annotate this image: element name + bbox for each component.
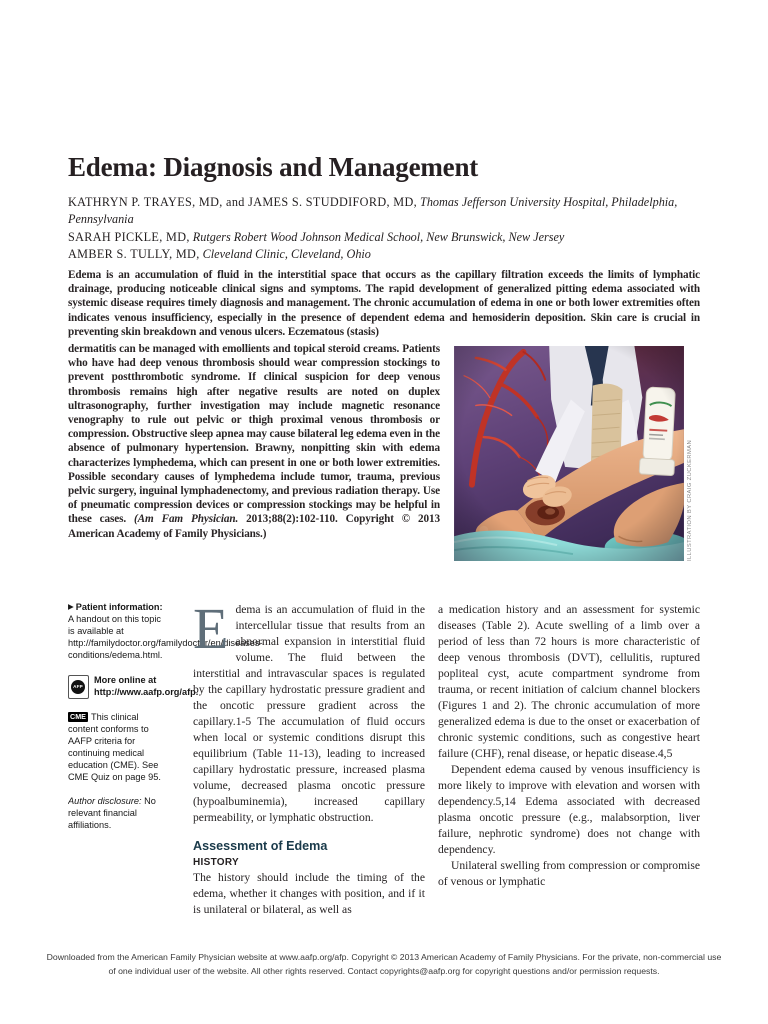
cme-note [68,712,165,784]
patient-information-link[interactable]: http://familydoctor.org/familydoctor/en/diseases-conditions/edema.html. [68,637,263,660]
more-online-text: More online at [94,674,157,685]
author-line [68,229,700,246]
disclosure-label: Author disclosure: [68,796,142,807]
afp-logo-icon [68,675,89,699]
citation-journal: (Am Fam Physician. [134,513,239,526]
author-names: KATHRYN P. TRAYES, MD, and JAMES S. STUDDIFORD, MD, [68,195,417,209]
figure [454,342,700,561]
author-disclosure [68,796,165,832]
more-online-note [68,674,199,699]
disclosure-text: No relevant financial affiliations. [68,796,156,831]
page-title: Edema: Diagnosis and Management [68,152,479,182]
cme-text: This clinical content conforms to AAFP criteria for continuing medical education (CME). See CME Quiz on page 95. [68,711,161,782]
abstract-part2 [68,342,440,561]
more-online-textwrap [94,675,198,699]
abstract [68,268,700,602]
figure-credit: ILLUSTRATION BY CRAIG ZUCKERMAN [687,439,693,562]
author-names: AMBER S. TULLY, MD, [68,246,200,261]
citation-rest: 2013;88(2):102-110. Copyright © 2013 American Academy of Family Physicians.) [68,513,440,540]
section-heading-assessment: Assessment of Edema [193,839,328,853]
patient-information-label: Patient information: [75,602,163,612]
history-paragraph: The history should include the timing of the edema, whether it changes with position, and if it is unilateral or bilateral, as well as [193,871,425,916]
cme-badge-icon: CME [70,711,86,721]
copyright-footer: Downloaded from the American Family Physician website at www.aafp.org/afp. Copyright © 2013 American Academy of Family Physicians. For the private, non-commercial use of one individual user of the website. All other rights reserved. Contact copyrights@aafp.org for copyright questions and/or permission requests. [46,952,722,976]
abstract-figure-row [68,342,700,561]
triangle-bullet-icon: ▶ [68,602,74,611]
patient-information-note [68,602,263,662]
subsection-heading-history: HISTORY [193,857,239,868]
author-affiliation: Thomas Jefferson University Hospital, Philadelphia, Pennsylvania [68,195,678,227]
author-block [68,194,700,263]
author-line [68,246,700,263]
abstract-part2-text: dermatitis can be managed with emollients and topical steroid creams. Patients who have had deep venous thrombosis should wear compression stockings to prevent postthrombotic syndrome. If clinical suspicion for deep venous thrombosis remains high after negative results are noted on duplex ultrasonography, further investigation may include magnetic resonance venography to rule out pelvic or thigh proximal venous thrombosis or compression. Obstructive sleep apnea may cause bilateral leg edema even in the absence of pulmonary hypertension. Brawny, nonpitting skin with edema characterizes lymphedema, which can present in one or both lower extremities. Possible secondary causes of lymphedema include tumor, trauma, previous pelvic surgery, inguinal lymphadenectomy, and previous radiation therapy. Use of pneumatic compression devices or compression stockings may be helpful in these cases. [68,343,440,526]
article-body [68,602,700,948]
afp-logo-monogram: AFP [71,680,85,694]
patient-information-text: A handout on this topic is available at [68,613,161,636]
body-column-1 [193,602,425,948]
col2-paragraph-2: Dependent edema caused by venous insufficiency is more likely to improve with elevation and worsen with dependency.5,14 Edema associated with decreased plasma oncotic pressure (e.g., malabsorption, liver failure, nephrotic syndrome) does not change with dependency. [438,763,700,856]
col2-paragraph-3: Unilateral swelling from compression or compromise of venous or lymphatic [438,859,700,888]
author-line [68,194,700,229]
dropcap: E [193,602,229,661]
intro-text: dema is an accumulation of fluid in the intercellular tissue that results from an abnormal expansion in interstitial fluid volume. The fluid between the interstitial and intravascular spaces is regulated by the capillary hydrostatic pressure gradient and the oncotic pressure gradient across the capillary.1-5 The accumulation of fluid occurs when local or systemic conditions disrupt this equilibrium (Table 11-13), leading to increased capillary hydrostatic pressure, increased plasma volume, decreased plasma oncotic pressure (hypoalbuminemia), increased capillary permeability, or lymphatic obstruction. [193,603,425,824]
body-column-2 [438,602,700,948]
author-names: SARAH PICKLE, MD, [68,229,190,244]
author-affiliation: Cleveland Clinic, Cleveland, Ohio [202,246,371,261]
article-header [68,152,700,263]
col2-paragraph-1: a medication history and an assessment for systemic diseases (Table 2). Acute swelling of a limb over a period of less than 72 hours is more characteristic of deep venous thrombosis (DVT), cellulitis, ruptured popliteal cyst, acute compartment syndrome from trauma, or recent initiation of calcium channel blockers (Figures 1 and 2). The chronic accumulation of more generalized edema is due to the onset or exacerbation of chronic systemic conditions, such as congestive heart failure (CHF), renal disease, or hepatic disease.4,5 [438,603,700,760]
author-affiliation: Rutgers Robert Wood Johnson Medical School, New Brunswick, New Jersey [192,229,565,244]
edema-illustration [454,346,684,561]
more-online-link[interactable]: http://www.aafp.org/afp. [94,686,199,697]
abstract-part1: Edema is an accumulation of fluid in the interstitial space that occurs as the capillary filtration exceeds the limits of lymphatic drainage, producing noticeable clinical signs and symptoms. The rapid development of generalized pitting edema associated with systemic disease requires timely diagnosis and management. The chronic accumulation of edema in one or both lower extremities often indicates venous insufficiency, especially in the presence of dependent edema and hemosiderin deposition. Skin care is crucial in preventing skin breakdown and venous ulcers. Eczematous (stasis) [68,269,700,338]
intro-paragraph [193,602,425,826]
